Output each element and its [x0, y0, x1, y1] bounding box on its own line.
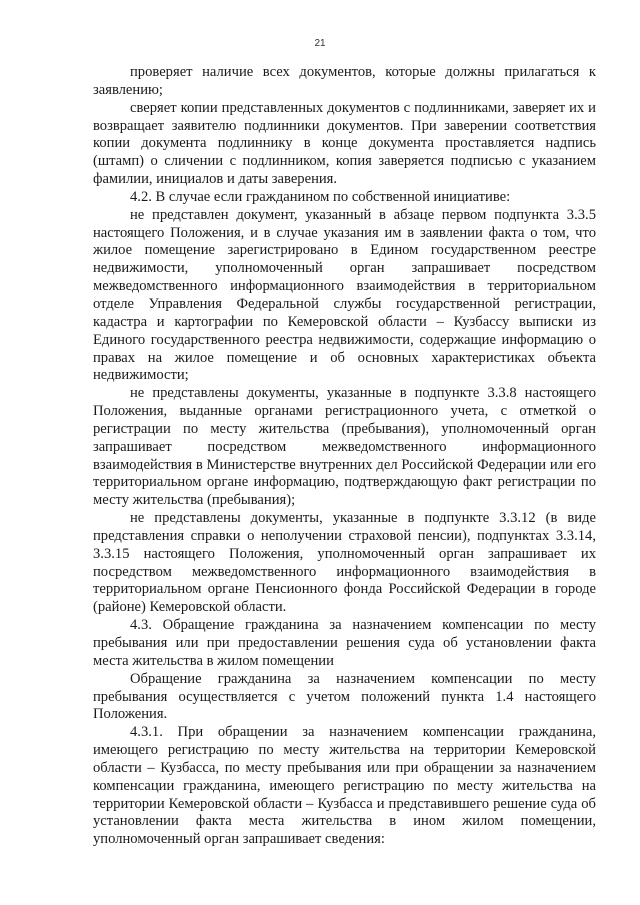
paragraph-check-documents: проверяет наличие всех документов, которые должны прилагаться к заявлению;	[93, 64, 596, 98]
paragraph-verify-copies: сверяет копии представленных документов с подлинниками, заверяет их и возвращает заявителю подлинники документов. При заверении соответствия копии документа подлиннику в конце документа проставляется надпись (штамп) о сличении с подлинником, копия заверяется подписью с указанием фамилии, инициалов и даты заверения.	[93, 99, 596, 188]
paragraph-section-4-3: 4.3. Обращение гражданина за назначением компенсации по месту пребывания или при предоставлении решения суда об установлении факта места жительства в жилом помещении	[93, 617, 596, 669]
paragraph-place-of-stay: Обращение гражданина за назначением компенсации по месту пребывания осуществляется с учетом положений пункта 1.4 настоящего Положения.	[93, 670, 596, 723]
paragraph-pension-fund-request: не представлены документы, указанные в подпункте 3.3.12 (в виде представления справки о неполучении страховой пенсии), подпунктах 3.3.14, 3.3.15 настоящего Положения, уполномоченный орган запрашивает их посредством межведомственного информационного взаимодействия в территориальном органе Пенсионного фонда Российской Федерации в городе (районе) Кемеровской области.	[93, 510, 596, 616]
page-number: 21	[314, 38, 326, 49]
paragraph-section-4-2: 4.2. В случае если гражданином по собственной инициативе:	[130, 188, 511, 205]
document-body	[93, 64, 596, 849]
paragraph-egrn-request: не представлен документ, указанный в абзаце первом подпункта 3.3.5 настоящего Положения, и в случае указания им в заявлении факта о том, что жилое помещение зарегистрировано в Едином государственном реестре недвижимости, уполномоченный орган запрашивает посредством межведомственного информационного взаимодействия в территориальном отделе Управления Федеральной службы государственной регистрации, кадастра и картографии по Кемеровской области – Кузбассу выписки из Единого государственного реестра недвижимости, содержащие информацию о правах на жилое помещение и об основных характеристиках объекта недвижимости;	[93, 206, 596, 384]
paragraph-section-4-3-1: 4.3.1. При обращении за назначением компенсации гражданина, имеющего регистрацию по месту жительства на территории Кемеровской области – Кузбасса, по месту пребывания или при обращении за назначением компенсации гражданина, имеющего регистрацию по месту жительства на территории Кемеровской области – Кузбасса и представившего решение суда об установлении факта места жительства в ином жилом помещении, уполномоченный орган запрашивает сведения:	[93, 724, 596, 848]
paragraph-registration-request: не представлены документы, указанные в подпункте 3.3.8 настоящего Положения, выданные органами регистрационного учета, с отметкой о регистрации по месту жительства (пребывания), уполномоченный орган запрашивает посредством межведомственного информационного взаимодействия в Министерстве внутренних дел Российской Федерации или его территориальном органе информацию, подтверждающую факт регистрации по месту жительства (пребывания);	[93, 385, 596, 509]
